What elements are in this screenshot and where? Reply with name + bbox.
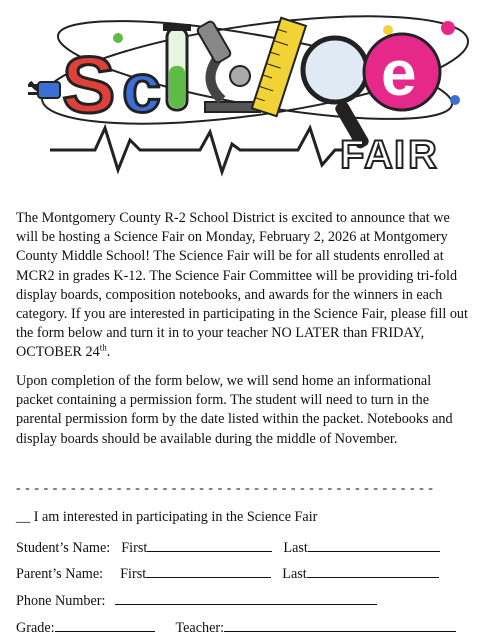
orbit-dot — [450, 95, 460, 105]
first-label: First — [121, 540, 148, 556]
last-label: Last — [283, 540, 308, 556]
svg-text:A: A — [364, 133, 393, 177]
heartbeat-line — [50, 128, 345, 172]
phone-row — [16, 590, 377, 610]
parent-last-name-field[interactable] — [307, 563, 439, 578]
parent-name-row — [16, 563, 439, 583]
grade-field[interactable] — [55, 617, 155, 632]
interest-checkbox-line[interactable]: __ I am interested in participating in the Science Fair — [16, 509, 318, 525]
fair-wordmark — [340, 133, 437, 177]
teacher-field[interactable] — [224, 617, 456, 632]
logo-letter-c: c — [122, 49, 161, 127]
parent-first-name-field[interactable] — [146, 563, 271, 578]
student-last-name-field[interactable] — [308, 537, 440, 552]
science-fair-logo — [0, 0, 483, 200]
first-label: First — [120, 566, 147, 582]
grade-teacher-row — [16, 617, 456, 637]
last-label: Last — [282, 566, 307, 582]
svg-text:R: R — [408, 133, 437, 177]
plug-icon — [28, 82, 60, 98]
grade-label: Grade: — [16, 620, 55, 636]
svg-text:I: I — [394, 133, 406, 177]
student-first-name-field[interactable] — [147, 537, 272, 552]
phone-number-field[interactable] — [115, 590, 377, 605]
logo-letter-s: S — [62, 40, 116, 129]
student-name-row — [16, 537, 440, 557]
ruler-icon — [252, 18, 306, 116]
intro-paragraph: The Montgomery County R-2 School District is excited to announce that we will be hosting a Science Fair on Monday, February 2, 2026 at Montgomery County Middle School! The Science Fair will be for all students enrolled at MCR2 in grades K-12. The Science Fair Committee will be providing tri-fold display boards, composition notebooks, and awards for the winners in each category. If you are interested in participating in the Science Fair, please fill out the form below and turn it in to your teacher NO LATER than FRIDAY, OCTOBER 24th. — [16, 210, 468, 361]
test-tube-icon — [163, 24, 191, 110]
orbit-dot — [383, 25, 393, 35]
second-paragraph: Upon completion of the form below, we will send home an informational packet containing a permission form. The student will need to turn in the parental permission form by the date listed within the packet. Notebooks and display boards should be available during the middle of November. — [16, 373, 453, 447]
svg-text:F: F — [340, 133, 365, 177]
student-name-label: Student’s Name: — [16, 540, 111, 556]
orbit-dot — [441, 21, 455, 35]
cut-line: - - - - - - - - - - - - - - - - - - - - - - - - - - - - - - - - - - - - - - - - - - - - - - — [16, 481, 434, 496]
logo-letter-e: e — [381, 37, 417, 109]
parent-name-label: Parent’s Name: — [16, 566, 104, 582]
phone-label: Phone Number: — [16, 593, 106, 609]
teacher-label: Teacher: — [175, 620, 225, 636]
